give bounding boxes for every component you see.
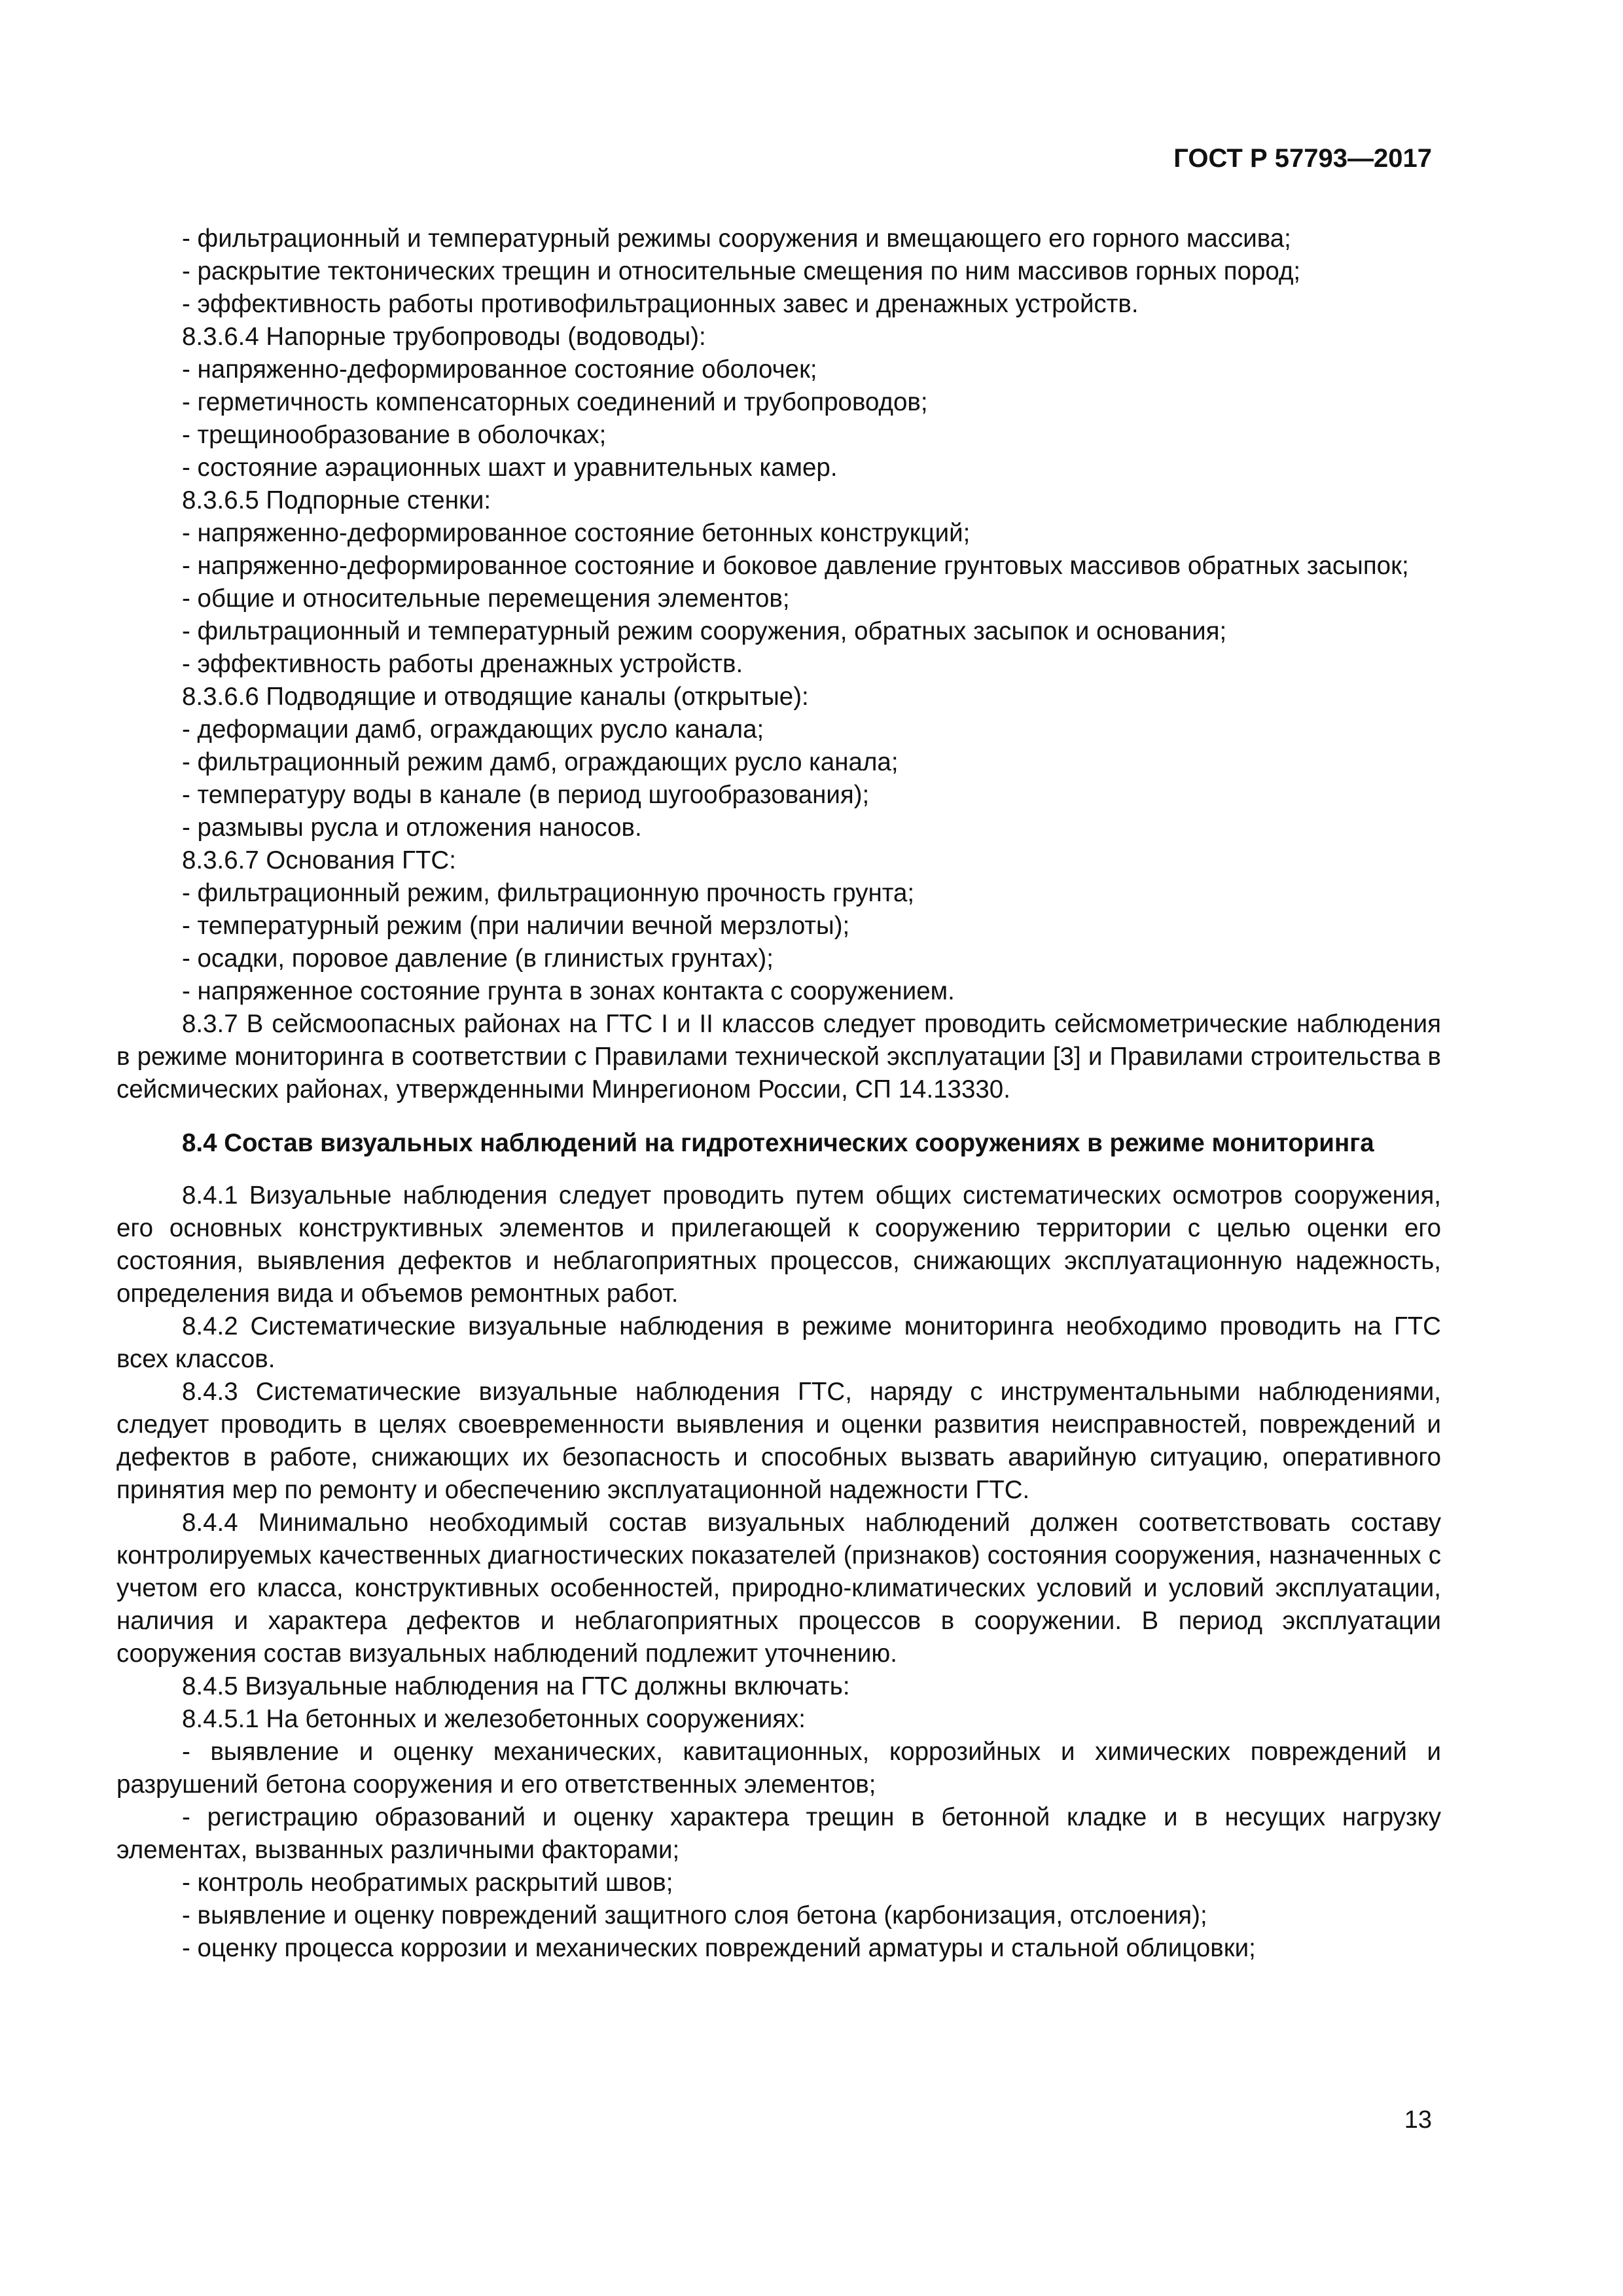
list-item: - выявление и оценку повреждений защитного слоя бетона (карбонизация, отслоения);: [182, 1901, 1207, 1929]
list-item: - регистрацию образований и оценку характера трещин в бетонной кладке и в несущих нагрузку элементах, вызванных различными факторами;: [116, 1803, 1441, 1864]
list-item: - общие и относительные перемещения элементов;: [182, 584, 790, 613]
list-item: - фильтрационный и температурный режим сооружения, обратных засыпок и основания;: [182, 617, 1227, 645]
paragraph-8-4-4: 8.4.4 Минимально необходимый состав визуальных наблюдений должен соответствовать составу контролируемых качественных диагностических показателей (признаков) состояния сооружения, назначенных с учетом его класса, конструктивных особенностей, природно-климатических условий и условий эксплуатации, наличия и характера дефектов и неблагоприятных процессов в сооружении. В период эксплуатации сооружения состав визуальных наблюдений подлежит уточнению.: [116, 1509, 1441, 1668]
list-item: - фильтрационный и температурный режимы сооружения и вмещающего его горного массива;: [182, 224, 1291, 253]
page-body: [116, 223, 1441, 1965]
list-item: - контроль необратимых раскрытий швов;: [182, 1869, 673, 1897]
list-item: - эффективность работы дренажных устройств.: [182, 650, 743, 678]
list-item: - напряженно-деформированное состояние бетонных конструкций;: [182, 519, 971, 547]
paragraph-8-4-2: 8.4.2 Систематические визуальные наблюдения в режиме мониторинга необходимо проводить на ГТС всех классов.: [116, 1312, 1441, 1373]
list-item: - осадки, поровое давление (в глинистых грунтах);: [182, 944, 774, 973]
clause-heading: 8.3.6.6 Подводящие и отводящие каналы (открытые):: [182, 683, 809, 711]
document-code: ГОСТ Р 57793—2017: [1173, 144, 1432, 173]
list-item: - размывы русла и отложения наносов.: [182, 814, 642, 842]
list-item: - раскрытие тектонических трещин и относительные смещения по ним массивов горных пород;: [182, 257, 1301, 285]
clause-heading: 8.3.6.5 Подпорные стенки:: [182, 486, 491, 514]
paragraph-8-4-3: 8.4.3 Систематические визуальные наблюдения ГТС, наряду с инструментальными наблюдениями, следует проводить в целях своевременности выявления и оценки развития неисправностей, повреждений и дефектов в работе, снижающих их безопасность и способных вызвать аварийную ситуацию, оперативного принятия мер по ремонту и обеспечению эксплуатационной надежности ГТС.: [116, 1378, 1441, 1504]
list-item: - выявление и оценку механических, кавитационных, коррозийных и химических повреждений и разрушений бетона сооружения и его ответственных элементов;: [116, 1738, 1441, 1799]
list-item: - напряженно-деформированное состояние оболочек;: [182, 355, 817, 384]
list-item: - оценку процесса коррозии и механических повреждений арматуры и стальной облицовки;: [182, 1934, 1256, 1962]
section-heading-8-4: 8.4 Состав визуальных наблюдений на гидротехнических сооружениях в режиме мониторинга: [182, 1129, 1374, 1157]
list-item: - температуру воды в канале (в период шугообразования);: [182, 781, 870, 809]
clause-heading: 8.3.6.4 Напорные трубопроводы (водоводы):: [182, 323, 706, 351]
list-item: - температурный режим (при наличии вечной мерзлоты);: [182, 912, 850, 940]
list-item: - состояние аэрационных шахт и уравнительных камер.: [182, 454, 838, 482]
list-item: - напряженное состояние грунта в зонах контакта с сооружением.: [182, 977, 955, 1005]
clause-heading: 8.3.6.7 Основания ГТС:: [182, 846, 456, 874]
paragraph-8-3-7: 8.3.7 В сейсмоопасных районах на ГТС I и II классов следует проводить сейсмометрические наблюдения в режиме мониторинга в соответствии с Правилами технической эксплуатации [3] и Правилами строительства в сейсмических районах, утвержденными Минрегионом России, СП 14.13330.: [116, 1010, 1441, 1103]
paragraph-8-4-5: 8.4.5 Визуальные наблюдения на ГТС должны включать:: [182, 1672, 850, 1700]
list-item: - фильтрационный режим, фильтрационную прочность грунта;: [182, 879, 915, 907]
list-item: - эффективность работы противофильтрационных завес и дренажных устройств.: [182, 290, 1139, 318]
list-item: - фильтрационный режим дамб, ограждающих русло канала;: [182, 748, 899, 776]
list-item: - напряженно-деформированное состояние и боковое давление грунтовых массивов обратных засыпок;: [182, 552, 1409, 580]
paragraph-8-4-5-1: 8.4.5.1 На бетонных и железобетонных сооружениях:: [182, 1705, 806, 1733]
list-item: - деформации дамб, ограждающих русло канала;: [182, 715, 764, 744]
list-item: - герметичность компенсаторных соединений и трубопроводов;: [182, 388, 928, 416]
page-number: 13: [1404, 2106, 1432, 2134]
paragraph-8-4-1: 8.4.1 Визуальные наблюдения следует проводить путем общих систематических осмотров сооружения, его основных конструктивных элементов и прилегающей к сооружению территории с целью оценки его состояния, выявления дефектов и неблагоприятных процессов, снижающих эксплуатационную надежность, определения вида и объемов ремонтных работ.: [116, 1181, 1441, 1308]
list-item: - трещинообразование в оболочках;: [182, 421, 607, 449]
